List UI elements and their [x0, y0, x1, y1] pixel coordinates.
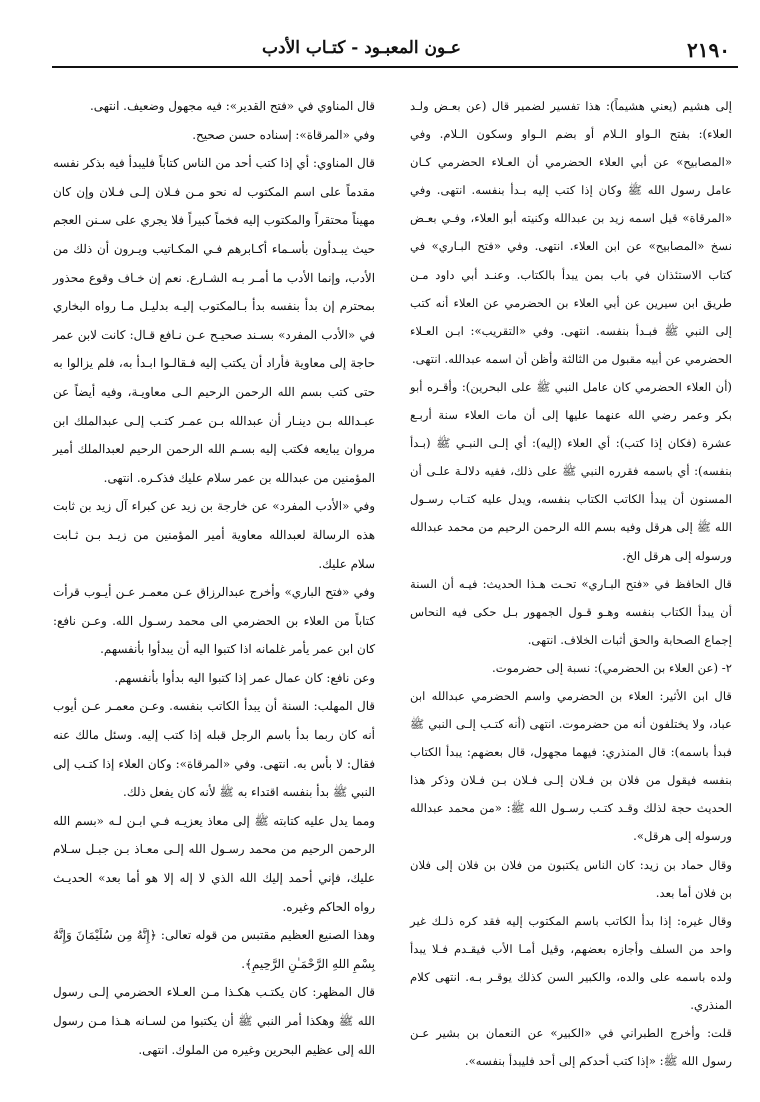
paragraph: قال المناوي في «فتح القدير»: فيه مجهول وضعيف. انتهى. [90, 99, 375, 113]
header-rule [52, 66, 738, 68]
paragraph: ومما يدل عليه كتابته ﷺ إلى معاذ يعزيـه فـي ابـن لـه «بسم الله الرحمن الرحيم من محمد رسـول الله إلـى معـاذ بـن جبـل سـلام عليك، فإني أحمد إليك الله الذي لا إله إلا هو أما بعد» الحديـث رواه الحاكم وغيره. [53, 813, 375, 914]
paragraph: قال المظهر: كان يكتـب هكـذا مـن العـلاء الحضرمي إلـى رسول الله ﷺ وهكذا أمر النبي ﷺ أن يكتبوا من لسـانه هـذا مـن رسول الله إلى عظيم البحرين وغيره من الملوك. انتهى. [53, 985, 375, 1057]
paragraph: وفي «فتح الباري» وأخرج عبدالرزاق عـن معمـر عـن أيـوب قرأت كتاباً من العلاء بن الحضرمي الى محمد رسـول الله. وعـن نافع: كان ابن عمر يأمر غلمانه اذا كتبوا اليه أن يبدأوا بأنفسهم. [53, 585, 375, 657]
paragraph: وفي «المرقاة»: إسناده حسن صحيح. [192, 127, 375, 142]
paragraph: قال الحافظ في «فتح البـاري» تحـت هـذا الحديث: فيـه أن السنة أن يبدأ الكتاب بنفسه وهـو قـول الجمهور بـل حكى فيه النحاس إجماع الصحابة والحق أثبات الخلاف. انتهى. [410, 576, 732, 647]
paragraph: إلى هشيم (يعني هشيماً): هذا تفسير لضمير قال (عن بعـض ولـد العلاء): بفتح الـواو الـلام أو بضم الـواو وسكون الـلام. وفي «المصابيح» عن أبي العلاء الحضرمي أن العـلاء الحضرمي كـان عامل رسول الله ﷺ وكان إذا كتب إليه بـدأ بنفسه. انتهى. وفي «المرقاة» قيل اسمه زيد بن عبدالله وكنيته أبو العلاء، وفـي بعـض نسخ «المصابيح» عن ابن العلاء. انتهى. وفي «فتح البـاري» في كتاب الاستئذان في باب بمن يبدأ بالكتاب. وعنـد أبي داود مـن طريق ابن سيرين عن أبي العلاء بن الحضرمي عن العلاء أنه كتب إلى النبي ﷺ فبـدأ بنفسه. انتهى. وفي «التقريب»: ابـن العـلاء الحضرمي عن أبيه مقبول من الثالثة وأظن أن اسمه عبدالله. انتهى. [410, 99, 732, 366]
paragraph: وعن نافع: كان عمال عمر إذا كتبوا اليه بدأوا بأنفسهم. [114, 670, 375, 685]
paragraph: قال المناوي: أي إذا كتب أحد من الناس كتاباً فليبدأ فيه بذكر نفسه مقدماً على اسم المكتوب له نحو مـن فـلان إلـى فـلان وإن كان مهيناً محتقراً والمكتوب إليه فخماً كبيراً فلا يجري على سـنن العجم حيث يبـدأون بأسـماء أكـابرهم فـي المكـاتيب ويـرون أن ذلك من الأدب، وإنما الأدب ما أمـر بـه الشـارع. نعم إن خـاف وقوع محذور بمحترم إن بدأ بنفسه بدأ بـالمكتوب إليـه بدليـل مـا رواه البخاري في «الأدب المفرد» بسـند صحيـح عـن نـافع قـال: كانت لابن عمر حاجة إلى معاوية فأراد أن يكتب إليه فـقالـوا ابـدأ به، فلم يزالوا به حتى كتب بسم الله الرحمن الرحيم الـى معاويـة، وفيه أيضاً عن عبـدالله بـن دينـار أن عبدالله بـن عمـر كتـب إلـى عبدالملك ابن مروان يبايعه فكتب إليه بسـم الله الرحمن الرحيم لعبدالملك أمير المؤمنين من عبدالله بن عمر سلام عليك فذكـره. انتهى. [53, 156, 375, 485]
page-header [52, 30, 738, 70]
right-text-column [410, 92, 732, 1075]
running-title: عـون المعبـود - كتـاب الأدب [262, 38, 461, 58]
paragraph: (أن العلاء الحضرمي كان عامل النبي ﷺ على البحرين): وأقـره أبو بكر وعمر رضي الله عنهما عليها إلى أن مات العلاء سنة أربـع عشرة (فكان إذا كتب): أي العلاء (إليه): أي إلـى النبـي ﷺ (بـدأ بنفسه): أي باسمه فقرره النبي ﷺ على ذلك، ففيه دلالـة علـى أن المسنون أن يبدأ الكاتب الكتاب بنفسه، ويدل عليه كتـاب رسـول الله ﷺ إلى هرقل وفيه بسم الله الرحمن الرحيم من محمد عبدالله ورسوله إلى هرقل الخ. [410, 379, 732, 563]
paragraph: قال ابن الأثير: العلاء بن الحضرمي واسم الحضرمي عبدالله ابن عباد، ولا يختلفون أنه من حضرموت. انتهى (أنه كتـب إلـى النبي ﷺ فبدأ باسمه): قال المنذري: فيهما مجهول، قال بعضهم: يبدأ الكتاب بنفسه فيقول من فلان بن فـلان إلـى فـلان بـن فـلان وذكر هذا الحديث حجة لذلك وقـد كتـب رسـول الله ﷺ: «من محمد عبدالله ورسوله إلى هرقل». [410, 688, 732, 844]
paragraph: وهذا الصنيع العظيم مقتبس من قوله تعالى: ﴿إِنَّهُ مِن سُلَيْمَانَ وَإِنَّهُ بِسْمِ اللهِ الرَّحْمَـٰنِ الرَّحِيمِ﴾. [53, 928, 375, 971]
page-number: ٢١٩٠ [687, 38, 730, 62]
paragraph: قال المهلب: السنة أن يبدأ الكاتب بنفسه. وعـن معمـر عـن أيوب أنه كان ربما بدأ باسم الرجل قبله إذا كتب إليه. وسئل مالك عنه فقال: لا بأس به. انتهى. وفي «المرقاة»: وكان العلاء إذا كتـب إلى النبي ﷺ بدأ بنفسه اقتداء به ﷺ لأنه كان يفعل ذلك. [53, 699, 375, 800]
paragraph: وفي «الأدب المفرد» عن خارجة بن زيد عن كبراء آل زيد بن ثابت هذه الرسالة لعبدالله معاوية أمير المؤمنين من زيـد بـن ثـابت سلام عليك. [53, 499, 375, 571]
paragraph: ٢- (عن العلاء بن الحضرمي): نسبة إلى حضرموت. [491, 660, 732, 675]
left-text-column [53, 92, 375, 1064]
paragraph: قلت: وأخرج الطبراني في «الكبير» عن النعمان بن بشير عـن رسول الله ﷺ: «إذا كتب أحدكم إلى أحد فليبدأ بنفسه». [410, 1026, 732, 1069]
paragraph: وقال حماد بن زيد: كان الناس يكتبون من فلان بن فلان إلى فلان بن فلان أما بعد. [410, 857, 732, 900]
paragraph: وقال غيره: إذا بدأ الكاتب باسم المكتوب إليه فقد كره ذلـك غير واحد من السلف وأجازه بعضهم، وقيل أمـا الأب فيقـدم فـلا يبدأ ولده باسمه على والده، والكبير السن كذلك يوقـر بـه. انتهى كلام المنذري. [410, 913, 732, 1012]
